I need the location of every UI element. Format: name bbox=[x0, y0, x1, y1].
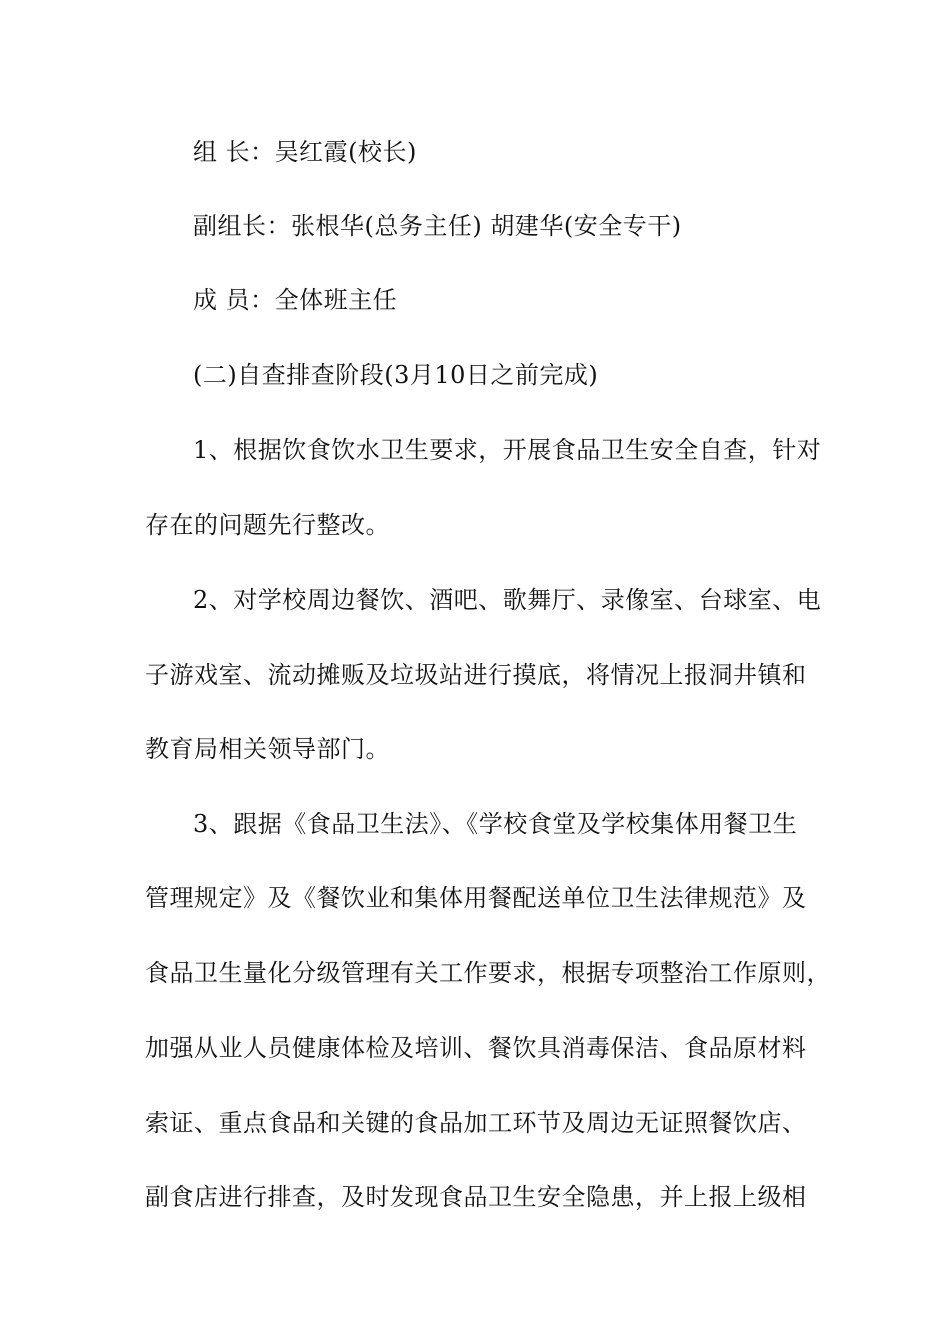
text-line-item-3: 3、跟据《食品卫生法》、《学校食堂及学校集体用餐卫生 bbox=[193, 810, 798, 838]
text-line-item-2: 2、对学校周边餐饮、酒吧、歌舞厅、录像室、台球室、电 bbox=[193, 586, 822, 614]
text-line-item-2-cont-2: 教育局相关领导部门。 bbox=[145, 735, 390, 763]
text-line-item-3-cont-2: 食品卫生量化分级管理有关工作要求，根据专项整治工作原则， bbox=[145, 959, 831, 987]
text-line-deputy-leaders: 副组长：张根华(总务主任) 胡建华(安全专干) bbox=[193, 212, 682, 240]
text-line-team-leader: 组 长：吴红霞(校长) bbox=[193, 138, 417, 166]
text-line-item-3-cont-3: 加强从业人员健康体检及培训、餐饮具消毒保洁、食品原材料 bbox=[145, 1034, 807, 1062]
text-line-members: 成 员：全体班主任 bbox=[193, 286, 398, 314]
text-line-item-2-cont-1: 子游戏室、流动摊贩及垃圾站进行摸底，将情况上报洞井镇和 bbox=[145, 661, 807, 689]
section-heading-self-inspection: (二)自查排查阶段(3月10日之前完成) bbox=[193, 361, 599, 389]
text-line-item-3-cont-1: 管理规定》及《餐饮业和集体用餐配送单位卫生法律规范》及 bbox=[145, 884, 807, 912]
text-line-item-3-cont-5: 副食店进行排查，及时发现食品卫生安全隐患，并上报上级相 bbox=[145, 1183, 807, 1211]
text-line-item-1-cont: 存在的问题先行整改。 bbox=[145, 511, 390, 539]
text-line-item-1: 1、根据饮食饮水卫生要求，开展食品卫生安全自查，针对 bbox=[193, 436, 822, 464]
text-line-item-3-cont-4: 索证、重点食品和关键的食品加工环节及周边无证照餐饮店、 bbox=[145, 1109, 807, 1137]
